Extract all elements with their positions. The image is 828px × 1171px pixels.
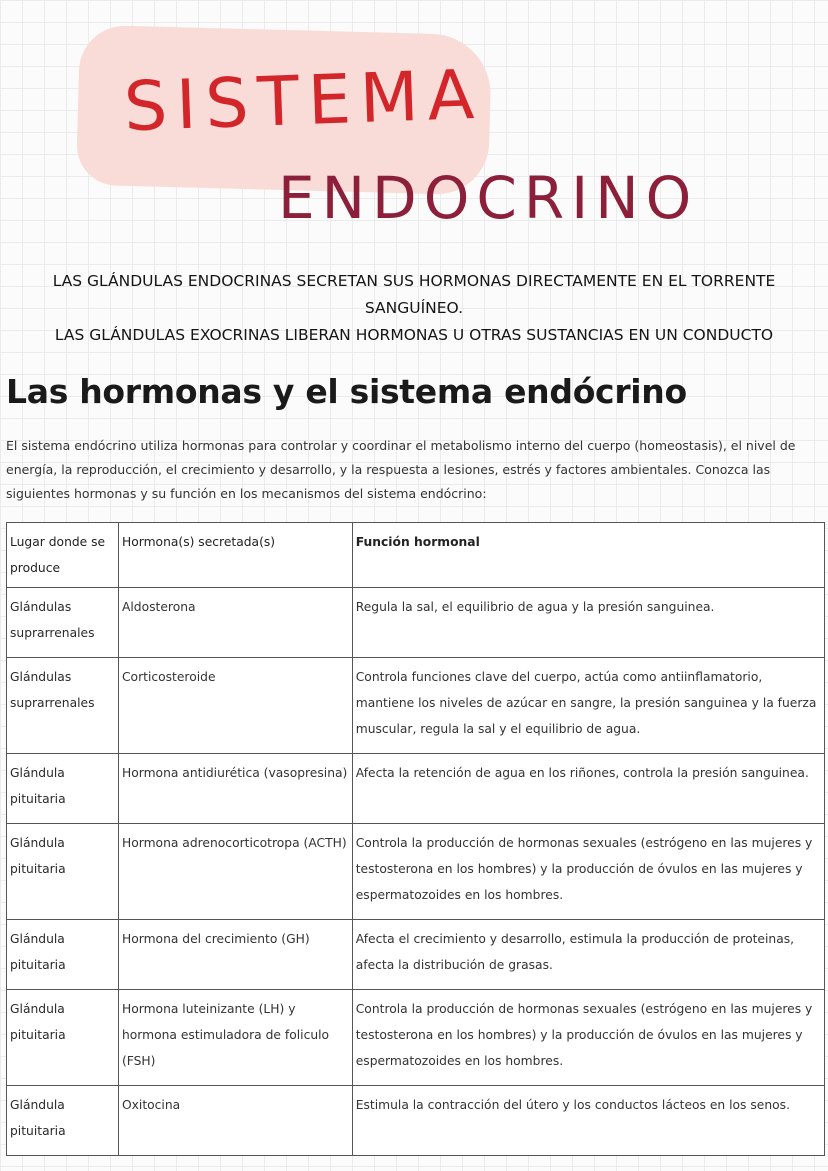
function-cell: Controla la producción de hormonas sexuales (estrógeno en las mujeres y testosterona en los hombres) y la producción de óvulos en las mujeres y espermatozoides en los hombres. [352, 824, 824, 920]
hormone-cell: Hormona antidiurética (vasopresina) [118, 754, 352, 824]
table-row [7, 990, 825, 1086]
intro-notes [0, 268, 828, 349]
hormone-cell: Hormona luteinizante (LH) y hormona estimuladora de foliculo (FSH) [118, 990, 352, 1086]
place-cell: Glándula pituitaria [7, 1086, 119, 1156]
hormone-cell: Oxitocina [118, 1086, 352, 1156]
place-cell: Glándulas suprarrenales [7, 658, 119, 754]
table-row [7, 754, 825, 824]
function-cell: Estimula la contracción del útero y los conductos lácteos en los senos. [352, 1086, 824, 1156]
table-row [7, 920, 825, 990]
hormone-cell: Aldosterona [118, 588, 352, 658]
hormone-cell: Corticosteroide [118, 658, 352, 754]
function-cell: Afecta el crecimiento y desarrollo, estimula la producción de proteinas, afecta la distribución de grasas. [352, 920, 824, 990]
section-heading: Las hormonas y el sistema endócrino [6, 372, 687, 411]
intro-line-2: SANGUÍNEO. [364, 299, 464, 317]
title-line-2: ENDOCRINO [278, 164, 699, 232]
intro-line-3: LAS GLÁNDULAS EXOCRINAS LIBERAN HORMONAS U OTRAS SUSTANCIAS EN UN CONDUCTO [54, 326, 774, 344]
hormones-table [6, 522, 825, 1156]
intro-line-1: LAS GLÁNDULAS ENDOCRINAS SECRETAN SUS HORMONAS DIRECTAMENTE EN EL TORRENTE [52, 272, 776, 290]
header-function: Función hormonal [352, 523, 824, 588]
function-cell: Controla la producción de hormonas sexuales (estrógeno en las mujeres y testosterona en los hombres) y la producción de óvulos en las mujeres y espermatozoides en los hombres. [352, 990, 824, 1086]
header-place: Lugar donde se produce [7, 523, 119, 588]
table-row [7, 1086, 825, 1156]
function-cell: Afecta la retención de agua en los riñones, controla la presión sanguinea. [352, 754, 824, 824]
place-cell: Glándula pituitaria [7, 754, 119, 824]
place-cell: Glándula pituitaria [7, 920, 119, 990]
place-cell: Glándulas suprarrenales [7, 588, 119, 658]
place-cell: Glándula pituitaria [7, 990, 119, 1086]
intro-paragraph: El sistema endócrino utiliza hormonas para controlar y coordinar el metabolismo interno del cuerpo (homeostasis), el nivel de energía, la reproducción, el crecimiento y desarrollo, y la respuesta a lesiones, estrés y factores ambientales. Conozca las siguientes hormonas y su función en los mecanismos del sistema endócrino: [6, 438, 796, 501]
table-row [7, 824, 825, 920]
table-row [7, 658, 825, 754]
hormone-cell: Hormona del crecimiento (GH) [118, 920, 352, 990]
header-hormone: Hormona(s) secretada(s) [118, 523, 352, 588]
hormone-cell: Hormona adrenocorticotropa (ACTH) [118, 824, 352, 920]
place-cell: Glándula pituitaria [7, 824, 119, 920]
function-cell: Controla funciones clave del cuerpo, actúa como antiinflamatorio, mantiene los niveles de azúcar en sangre, la presión sanguinea y la fuerza muscular, regula la sal y el equilibrio de agua. [352, 658, 824, 754]
table-header-row [7, 523, 825, 588]
title-line-1: SISTEMA [122, 55, 485, 148]
function-cell: Regula la sal, el equilibrio de agua y la presión sanguinea. [352, 588, 824, 658]
table-row [7, 588, 825, 658]
